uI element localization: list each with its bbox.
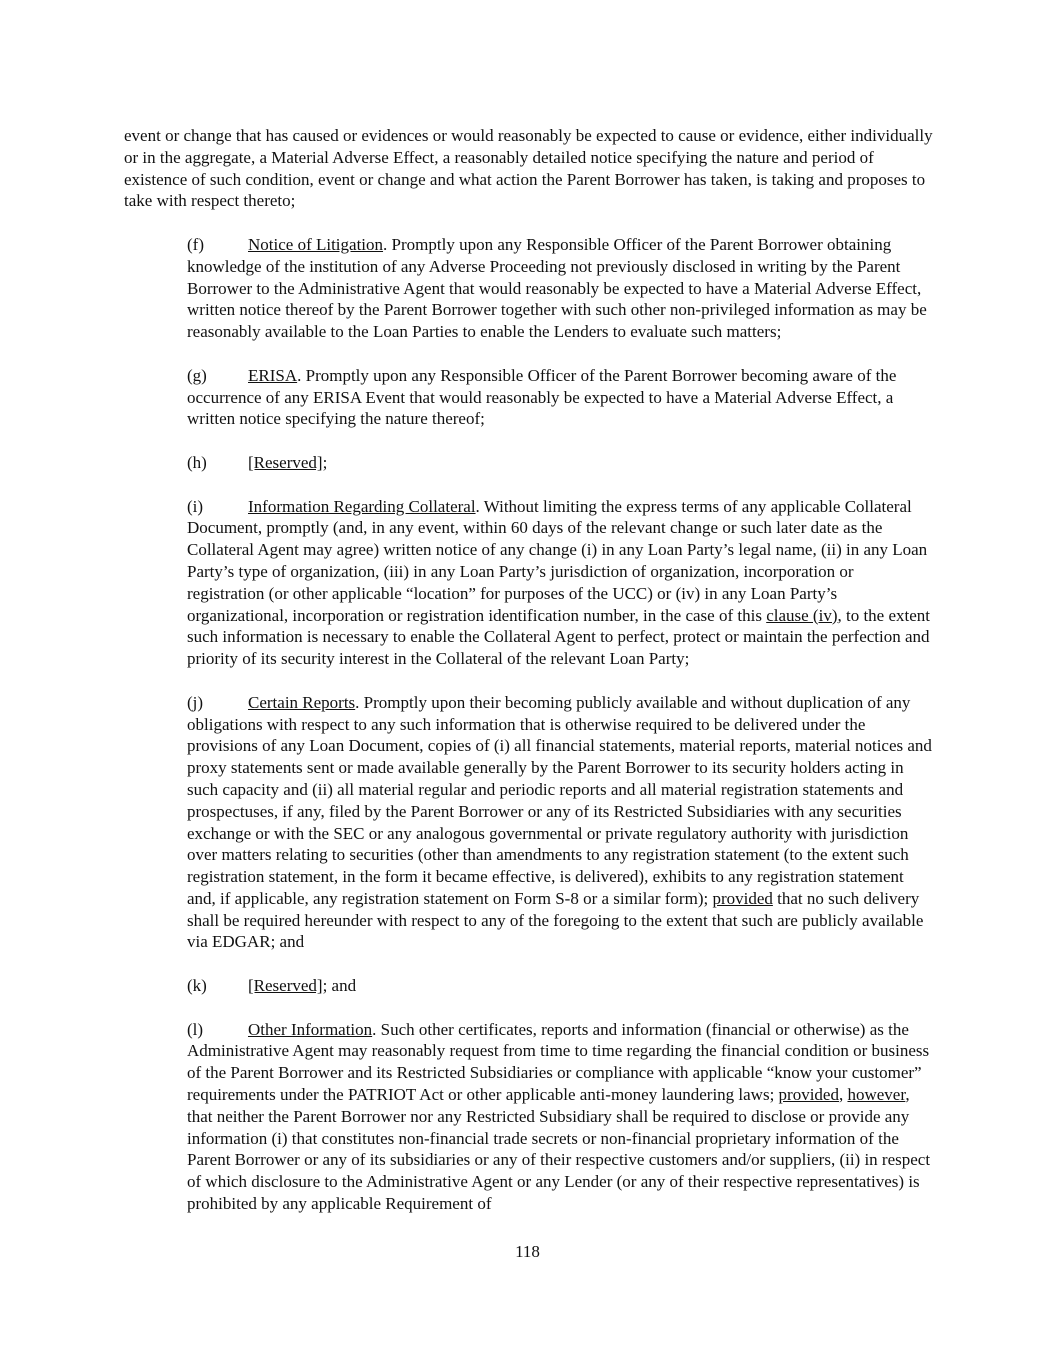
section-k-reserved [124,975,934,997]
section-g-erisa [124,365,934,430]
page-number: 118 [515,1242,540,1261]
section-l-sep: , [838,1085,848,1105]
section-k-label: (k) [187,976,207,996]
section-i-label: (i) [187,496,204,516]
document-page [124,125,934,1215]
section-j-body-2: that no such delivery shall be required hereunder with respect to any of the foregoing to the extent that such are publicly available via EDGAR; and [187,888,924,952]
section-i-body-1: . Without limiting the express terms of any applicable Collateral Document, promptly (and, in any event, within 60 days of the relevant change or such later date as the Collateral Agent may agree) written notice of any change (i) in any Loan Party’s legal name, (ii) in any Loan Party’s type of organization, (iii) in any Loan Party’s jurisdiction of organization, incorporation or registration (or other applicable “location” for purposes of the UCC) or (iv) in any Loan Party’s organizational, incorporation or registration identification number, in the case of this [187,496,928,625]
section-j-title: Certain Reports [248,692,356,712]
intro-paragraph: event or change that has caused or evidences or would reasonably be expected to cause or evidence, either individually or in the aggregate, a Material Adverse Effect, a reasonably detailed notice specifying the nature and period of existence of such condition, event or change and what action the Parent Borrower has taken, is taking and proposes to take with respect thereto; [124,126,933,211]
section-l-however: however [847,1085,906,1105]
section-j-proviso: provided [712,888,773,908]
section-g-body: . Promptly upon any Responsible Officer of the Parent Borrower becoming aware of the occurrence of any ERISA Event that would reasonably be expected to have a Material Adverse Effect, a written notice specifying the nature thereof; [187,365,897,429]
section-i-collateral-info [124,496,934,670]
section-j-label: (j) [187,692,204,712]
section-f-title: Notice of Litigation [248,234,384,254]
section-k-tail: ; and [322,976,357,996]
section-i-clause-ref: clause (iv) [766,605,838,625]
section-k-title: [Reserved] [248,976,323,996]
section-g-title: ERISA [248,365,298,385]
section-g-label: (g) [187,365,207,385]
section-h-tail: ; [322,452,328,472]
section-h-title: [Reserved] [248,452,323,472]
section-l-body-2: , that neither the Parent Borrower nor any Restricted Subsidiary shall be required to disclose or provide any information (i) that constitutes non-financial trade secrets or non-financial proprietary information of the Parent Borrower or any of its subsidiaries or any of their respective customers and/or suppliers, (ii) in respect of which disclosure to the Administrative Agent or any Lender (or any of their respective representatives) is prohibited by any applicable Requirement of [187,1085,931,1214]
section-h-label: (h) [187,452,207,472]
section-l-body-1: . Such other certificates, reports and information (financial or otherwise) as the Administrative Agent may reasonably request from time to time regarding the financial condition or business of the Parent Borrower and its Restricted Subsidiaries or compliance with applicable “know your customer” requirements under the PATRIOT Act or other applicable anti-money laundering laws; [187,1019,930,1105]
section-i-body-2: , to the extent such information is necessary to enable the Collateral Agent to perfect, protect or maintain the perfection and priority of its security interest in the Collateral of the relevant Loan Party; [187,605,931,669]
section-l-proviso: provided [778,1085,839,1105]
section-j-certain-reports [124,692,934,954]
section-h-reserved [124,452,934,474]
section-l-other-information [124,1019,934,1215]
section-i-title: Information Regarding Collateral [248,496,476,516]
section-f-notice-of-litigation [124,234,934,343]
section-f-label: (f) [187,234,204,254]
section-l-title: Other Information [248,1019,373,1039]
section-j-body-1: . Promptly upon their becoming publicly available and without duplication of any obligations with respect to any such information that is otherwise required to be delivered under the provisions of any Loan Document, copies of (i) all financial statements, material reports, material notices and proxy statements sent or made available generally by the Parent Borrower to its security holders acting in such capacity and (ii) all material regular and periodic reports and all material registration statements and prospectuses, if any, filed by the Parent Borrower or any of its Restricted Subsidiaries with any securities exchange or with the SEC or any analogous governmental or private regulatory authority with jurisdiction over matters relating to securities (other than amendments to any registration statement (to the extent such registration statement, in the form it became effective, is delivered), exhibits to any registration statement and, if applicable, any registration statement on Form S-8 or a similar form); [187,692,932,908]
section-l-label: (l) [187,1019,204,1039]
section-f-body: . Promptly upon any Responsible Officer of the Parent Borrower obtaining knowledge of the institution of any Adverse Proceeding not previously disclosed in writing by the Parent Borrower to the Administrative Agent that would reasonably be expected to have a Material Adverse Effect, written notice thereof by the Parent Borrower together with such other non-privileged information as may be reasonably available to the Loan Parties to enable the Lenders to evaluate such matters; [187,234,927,342]
